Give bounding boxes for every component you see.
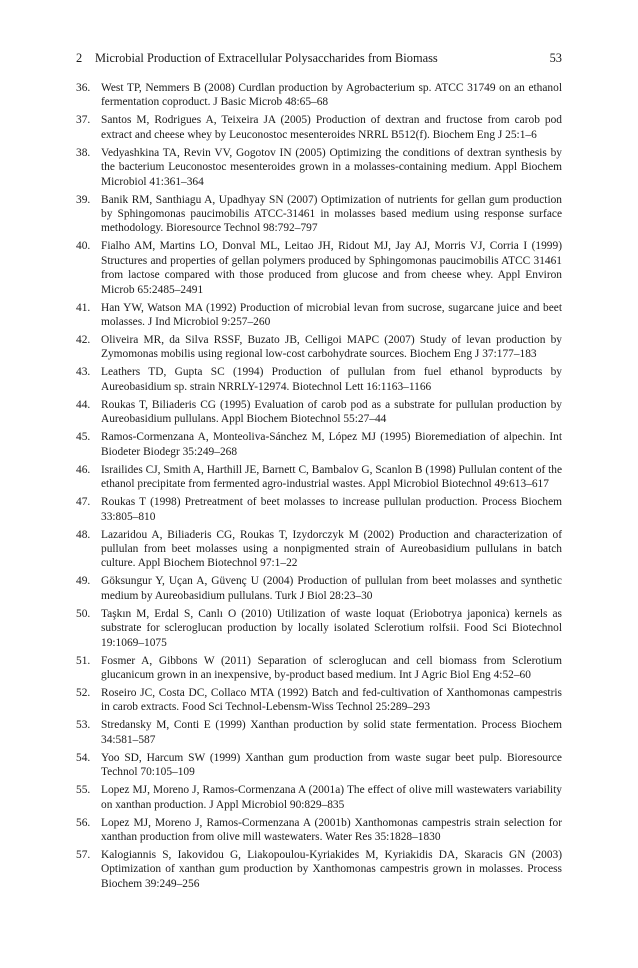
reference-number: 36. xyxy=(76,82,91,94)
reference-number: 56. xyxy=(76,816,91,829)
reference-item xyxy=(76,528,562,571)
reference-item xyxy=(76,654,562,683)
reference-number: 49. xyxy=(76,575,91,588)
reference-list xyxy=(76,81,562,895)
chapter-title: Microbial Production of Extracellular Polysaccharides from Biomass xyxy=(95,51,438,65)
reference-text: Roseiro JC, Costa DC, Collaco MTA (1992) Batch and fed-cultivation of Xanthomonas campestris in carob extracts. Food Sci Technol-Lebensm-Wiss Technol 25:289–293 xyxy=(101,686,562,714)
reference-text: Oliveira MR, da Silva RSSF, Buzato JB, Celligoi MAPC (2007) Study of levan production by Zymomonas mobilis using regional low-cost carbohydrate sources. Biochem Eng J 37:177–183 xyxy=(101,334,562,361)
reference-text: Lopez MJ, Moreno J, Ramos-Cormenzana A (2001a) The effect of olive mill wastewaters variability on xanthan production. J Appl Microbiol 90:829–835 xyxy=(101,784,562,811)
reference-number: 38. xyxy=(76,146,91,159)
reference-text: Fialho AM, Martins LO, Donval ML, Leitao JH, Ridout MJ, Jay AJ, Morris VJ, Corria I (1999) Structures and properties of gellan polymers produced by Sphingomonas paucimobilis ATCC 31461 from lactose compared with those produced from glucose and from cheese whey. Appl Environ Microb 65:2485–2491 xyxy=(101,240,562,296)
reference-item xyxy=(76,301,562,330)
reference-text: Stredansky M, Conti E (1999) Xanthan production by solid state fermentation. Process Biochem 34:581–587 xyxy=(101,719,562,746)
reference-item xyxy=(76,718,562,747)
reference-item xyxy=(76,398,562,427)
reference-number: 43. xyxy=(76,366,91,379)
reference-number: 48. xyxy=(76,528,91,541)
reference-item xyxy=(76,463,562,492)
reference-number: 50. xyxy=(76,607,91,620)
reference-number: 37. xyxy=(76,114,91,127)
reference-number: 40. xyxy=(76,240,91,253)
reference-item xyxy=(76,193,562,236)
reference-number: 45. xyxy=(76,431,91,444)
reference-item xyxy=(76,146,562,189)
reference-item xyxy=(76,495,562,524)
reference-text: Vedyashkina TA, Revin VV, Gogotov IN (2005) Optimizing the conditions of dextran synthesis by the bacterium Leuconostoc mesenteroides grown in a molasses-containing medium. Appl Biochem Microbiol 41:361–364 xyxy=(101,146,562,188)
reference-item xyxy=(76,81,562,110)
reference-item xyxy=(76,686,562,715)
reference-text: Lopez MJ, Moreno J, Ramos-Cormenzana A (2001b) Xanthomonas campestris strain selection for xanthan production from olive mill wastewaters. Water Res 35:1828–1830 xyxy=(101,816,562,843)
reference-text: Ramos-Cormenzana A, Monteoliva-Sánchez M, López MJ (1995) Bioremediation of alpechin. Int Biodeter Biodegr 35:249–268 xyxy=(101,431,562,458)
reference-text: Roukas T, Biliaderis CG (1995) Evaluation of carob pod as a substrate for pullulan production by Aureobasidium pullulans. Appl Biochem Biotechnol 55:27–44 xyxy=(101,398,562,426)
reference-number: 51. xyxy=(76,654,91,667)
reference-item xyxy=(76,751,562,780)
reference-text: Kalogiannis S, Iakovidou G, Liakopoulou-Kyriakides M, Kyriakidis DA, Skaracis GN (2003) Optimization of xanthan gum production by Xanthomonas campestris grown in molasses. Process Biochem 39:249–256 xyxy=(101,848,562,890)
reference-text: Banik RM, Santhiagu A, Upadhyay SN (2007) Optimization of nutrients for gellan gum production by Sphingomonas paucimobilis ATCC-31461 in molasses based medium using response surface methodology. Bioresource Technol 98:792–797 xyxy=(101,193,562,235)
reference-number: 53. xyxy=(76,719,91,732)
reference-item xyxy=(76,333,562,362)
reference-text: Göksungur Y, Uçan A, Güvenç U (2004) Production of pullulan from beet molasses and synthetic medium by Aureobasidium pullulans. Turk J Biol 28:23–30 xyxy=(101,575,562,602)
reference-item xyxy=(76,430,562,459)
reference-number: 42. xyxy=(76,334,91,347)
reference-text: Taşkın M, Erdal S, Canlı O (2010) Utilization of waste loquat (Eriobotrya japonica) kernels as substrate for scleroglucan production by locally isolated Sclerotium rolfsii. Food Sci Biotechnol 19:1069–1075 xyxy=(101,607,562,649)
reference-item xyxy=(76,113,562,142)
reference-item xyxy=(76,607,562,650)
reference-number: 47. xyxy=(76,496,91,509)
reference-item xyxy=(76,574,562,603)
reference-number: 57. xyxy=(76,848,91,861)
chapter-number: 2 xyxy=(76,51,83,65)
reference-text: Santos M, Rodrigues A, Teixeira JA (2005) Production of dextran and fructose from carob pod extract and cheese whey by Leuconostoc mesenteroides NRRL B512(f). Biochem Eng J 25:1–6 xyxy=(101,114,562,141)
reference-number: 44. xyxy=(76,398,91,411)
reference-item xyxy=(76,783,562,812)
reference-text: Israilides CJ, Smith A, Harthill JE, Barnett C, Bambalov G, Scanlon B (1998) Pullulan content of the ethanol precipitate from fermented agro-industrial wastes. Appl Microbiol Biotechnol 49:613–617 xyxy=(101,463,562,491)
reference-item xyxy=(76,816,562,845)
reference-number: 46. xyxy=(76,463,91,476)
reference-text: Lazaridou A, Biliaderis CG, Roukas T, Izydorczyk M (2002) Production and characterization of pullulan from beet molasses using a nonpigmented strain of Aureobasidium pullulans in batch culture. Appl Biochem Biotechnol 97:1–22 xyxy=(101,528,562,570)
reference-number: 52. xyxy=(76,686,91,699)
page-number: 53 xyxy=(549,51,562,65)
reference-text: Roukas T (1998) Pretreatment of beet molasses to increase pullulan production. Process Biochem 33:805–810 xyxy=(101,496,562,523)
reference-text: Han YW, Watson MA (1992) Production of microbial levan from sucrose, sugarcane juice and beet molasses. J Ind Microbiol 9:257–260 xyxy=(101,301,562,329)
reference-text: Fosmer A, Gibbons W (2011) Separation of scleroglucan and cell biomass from Sclerotium glucanicum grown in an inexpensive, by-product based medium. Int J Agric Biol Eng 4:52–60 xyxy=(101,654,562,681)
reference-number: 54. xyxy=(76,751,91,764)
reference-text: West TP, Nemmers B (2008) Curdlan production by Agrobacterium sp. ATCC 31749 on an ethanol fermentation coproduct. J Basic Microb 48:65–68 xyxy=(101,82,562,109)
reference-text: Leathers TD, Gupta SC (1994) Production of pullulan from fuel ethanol byproducts by Aureobasidium sp. strain NRRLY-12974. Biotechnol Lett 16:1163–1166 xyxy=(101,366,562,393)
running-head xyxy=(76,50,562,66)
reference-number: 39. xyxy=(76,193,91,206)
reference-item xyxy=(76,239,562,297)
reference-text: Yoo SD, Harcum SW (1999) Xanthan gum production from waste sugar beet pulp. Bioresource Technol 70:105–109 xyxy=(101,751,562,779)
reference-item xyxy=(76,848,562,891)
reference-item xyxy=(76,365,562,394)
reference-number: 55. xyxy=(76,784,91,797)
reference-number: 41. xyxy=(76,301,91,314)
